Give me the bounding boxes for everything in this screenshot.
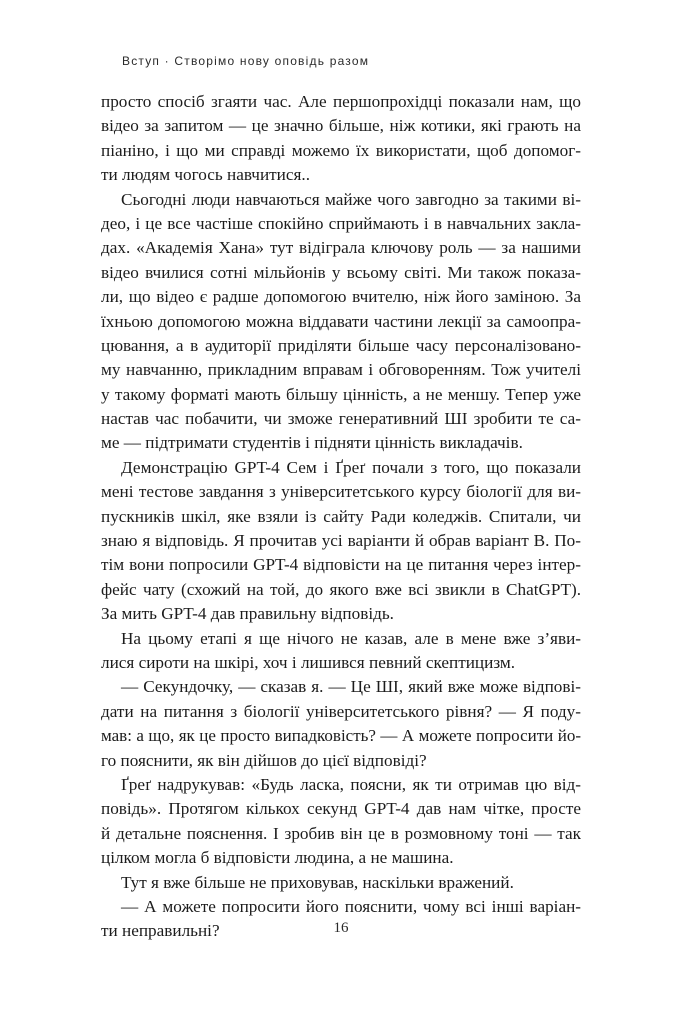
text-line: За мить GPT-4 дав правильну відповідь.	[101, 604, 394, 624]
running-head: Вступ · Створімо нову оповідь разом	[122, 54, 370, 68]
text-line: знаю я відповідь. Я прочитав усі варіанти й обрав варіант B. По-	[101, 531, 581, 551]
text-line: просто спосіб згаяти час. Але першопрохідці показали нам, що	[101, 92, 581, 111]
text-line: фейс чату (схожий на той, до якого вже всі звикли в ChatGPT).	[101, 579, 581, 599]
text-line: й детальне пояснення. І зробив він це в розмовному тоні — так	[101, 823, 581, 843]
text-line: Тут я вже більше не приховував, наскільки вражений.	[121, 872, 514, 892]
text-line: — Секундочку, — сказав я. — Це ШІ, який вже може відпові-	[121, 677, 581, 697]
text-line: у такому форматі мають більшу цінність, а не меншу. Тепер уже	[101, 384, 581, 404]
text-line: мені тестове завдання з університетського курсу біології для ви-	[101, 482, 581, 502]
text-line: ти людям чогось навчитися..	[101, 165, 310, 185]
text-line: му навчанню, прикладним вправам і обговоренням. Тож учителі	[101, 360, 581, 380]
text-line: лися сироти на шкірі, хоч і лишився певний скептицизм.	[101, 652, 516, 672]
page-number: 16	[333, 920, 349, 936]
text-line: На цьому етапі я ще нічого не казав, але в мене вже з’яви-	[121, 628, 581, 648]
text-line: цювання, а в аудиторії приділяти більше часу персоналізовано-	[101, 335, 581, 355]
text-line: го пояснити, як він дійшов до цієї відповіді?	[101, 750, 427, 770]
text-line: Ґреґ надрукував: «Будь ласка, поясни, як ти отримав цю від-	[121, 774, 581, 794]
text-line: ме — підтримати студентів і підняти цінність викладачів.	[101, 433, 523, 453]
text-line: мав: а що, як це просто випадковість? — А можете попросити йо-	[101, 726, 581, 746]
text-line: ли, що відео є радше допомогою вчителю, ніж його заміною. За	[101, 287, 581, 307]
text-line: Демонстрацію GPT-4 Сем і Ґреґ почали з того, що показали	[121, 457, 581, 477]
text-line: їхньою допомогою можна віддавати частини лекції за самоопра-	[101, 311, 581, 331]
text-line: — А можете попросити його пояснити, чому всі інші варіан-	[121, 896, 581, 916]
body-text	[101, 90, 581, 944]
text-line: део, і це все частіше спокійно сприймають і в навчальних закла-	[101, 213, 581, 233]
text-line: пускників шкіл, яке взяли із сайту Ради коледжів. Спитали, чи	[101, 506, 581, 526]
text-line: піаніно, і що ми справді можемо їх використати, щоб допомог-	[101, 140, 581, 160]
text-line: дати на питання з біології університетського рівня? — Я поду-	[101, 701, 581, 721]
text-line: тім вони попросили GPT-4 відповісти на це питання через інтер-	[101, 555, 581, 575]
text-line: відео за запитом — це значно більше, ніж котики, які грають на	[101, 116, 581, 136]
text-line: Сьогодні люди навчаються майже чого завгодно за такими ві-	[121, 189, 581, 209]
text-line: ти неправильні?	[101, 921, 220, 941]
text-line: відео вчилися сотні мільйонів у всьому світі. Ми також показа-	[101, 262, 581, 282]
text-line: повідь». Протягом кількох секунд GPT-4 дав нам чітке, просте	[101, 799, 581, 819]
text-line: цілком могла б відповісти людина, а не машина.	[101, 848, 454, 868]
text-line: настав час побачити, чи зможе генеративний ШІ зробити те са-	[101, 409, 581, 429]
text-line: дах. «Академія Хана» тут відіграла ключову роль — за нашими	[101, 238, 581, 258]
